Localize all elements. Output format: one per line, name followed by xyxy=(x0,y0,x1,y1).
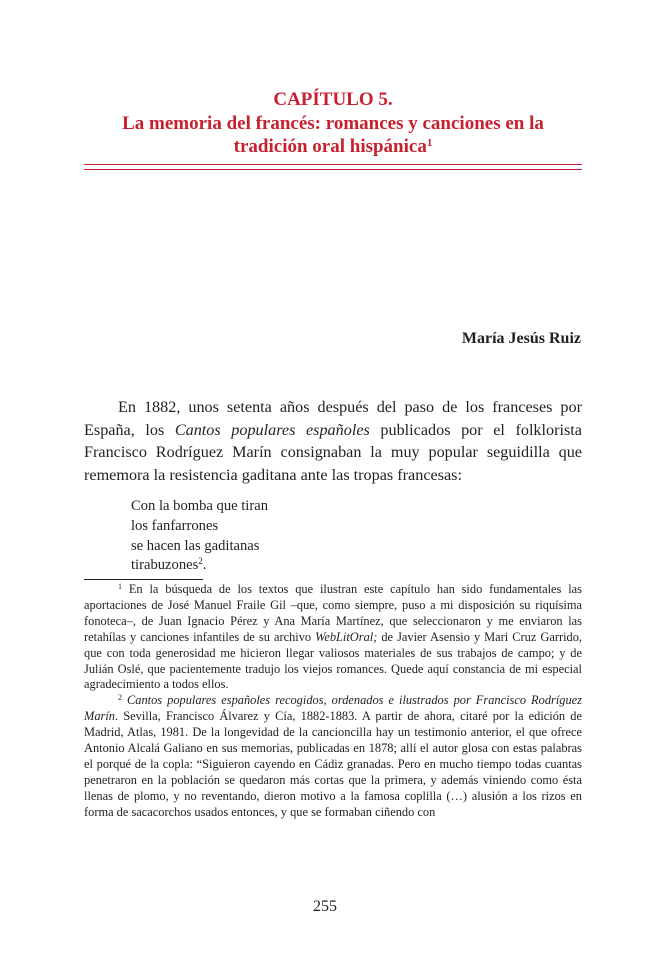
chapter-header xyxy=(84,88,582,158)
title-footnote-ref[interactable]: 1 xyxy=(426,137,433,149)
title-rule-bottom xyxy=(84,169,582,170)
archive-name: WebLitOral; xyxy=(315,629,378,644)
verse-block xyxy=(131,497,268,576)
chapter-title-line2: tradición oral hispánica xyxy=(233,136,427,157)
body-paragraph xyxy=(84,396,582,486)
author-name: María Jesús Ruiz xyxy=(461,330,581,347)
body-text-2: publicados por el folklorista Francisco Rodríguez Marín consignaban la muy popular seguidilla que rememora la resistencia gaditana ante las tropas francesas: xyxy=(84,420,582,484)
verse-line: los fanfarrones xyxy=(131,517,219,534)
title-rule-top xyxy=(84,164,582,165)
book-title: Cantos populares españoles xyxy=(174,420,370,439)
footnote-1-mark: 1 xyxy=(118,582,122,591)
chapter-title xyxy=(84,112,582,158)
verse-line: se hacen las gaditanas xyxy=(131,537,260,554)
chapter-title-line1: La memoria del francés: romances y canciones en la xyxy=(122,113,544,134)
chapter-number: CAPÍTULO 5. xyxy=(273,89,393,110)
footnote-1: $^1$ En la búsqueda de los textos que ilustran este capítulo han sido fundamentales las aportaciones de José Manuel Fraile Gil –que, como siempre, puso a mi disposición su riquísima fonoteca–, de Juan Ignacio Pérez y Ana María Martínez, que seleccionaron y me enviaron las retahílas y canciones infantiles de su archivo WebLitOral; de Javier Asensio y Mari Cruz Garrido, que con toda generosidad me hicieron llegar valiosos materiales de sus trabajos de campo; y de Julián Oslé, que pacientemente tradujo los viejos romances. Quede aquí constancia de mi especial agradecimiento a todos ellos. xyxy=(84,582,583,692)
footnote-separator xyxy=(84,579,203,580)
verse-line-last: tirabuzones$^2$. xyxy=(131,556,207,574)
verse-footnote-ref[interactable]: 2 xyxy=(198,556,203,567)
cited-work-title: Cantos populares españoles recogidos, ordenados e ilustrados por Francisco Rodríguez Marín xyxy=(84,693,582,724)
footnote-2: $^2$ Cantos populares españoles recogidos, ordenados e ilustrados por Francisco Rodríguez Marín. Sevilla, Francisco Álvarez y Cía, 1882-1883. A partir de ahora, citaré por la edición de Madrid, Atlas, 1981. De la longevidad de la cancioncilla hay un testimonio anterior, el que ofrece Antonio Alcalá Galiano en sus memorias, publicadas en 1878; allí el autor glosa con estas palabras el porqué de la copla: “Siguieron cayendo en Cádiz granadas. Pero en mucho tiempo todas cuantas penetraron en la población se quedaron más cortas que la primera, y además viniendo como ésta llenas de plomo, y no reventando, dieron motivo a la famosa coplilla (…) alusión a los rizos en forma de sacacorchos usados entonces, y que se formaban ciñendo con xyxy=(84,693,582,819)
page-number: 255 xyxy=(313,898,337,915)
verse-line: Con la bomba que tiran xyxy=(131,498,268,514)
footnote-2-mark: 2 xyxy=(118,693,122,703)
footnotes xyxy=(84,582,582,821)
body-text-1: En 1882, unos setenta años después del paso de los franceses por España, los xyxy=(84,398,582,439)
